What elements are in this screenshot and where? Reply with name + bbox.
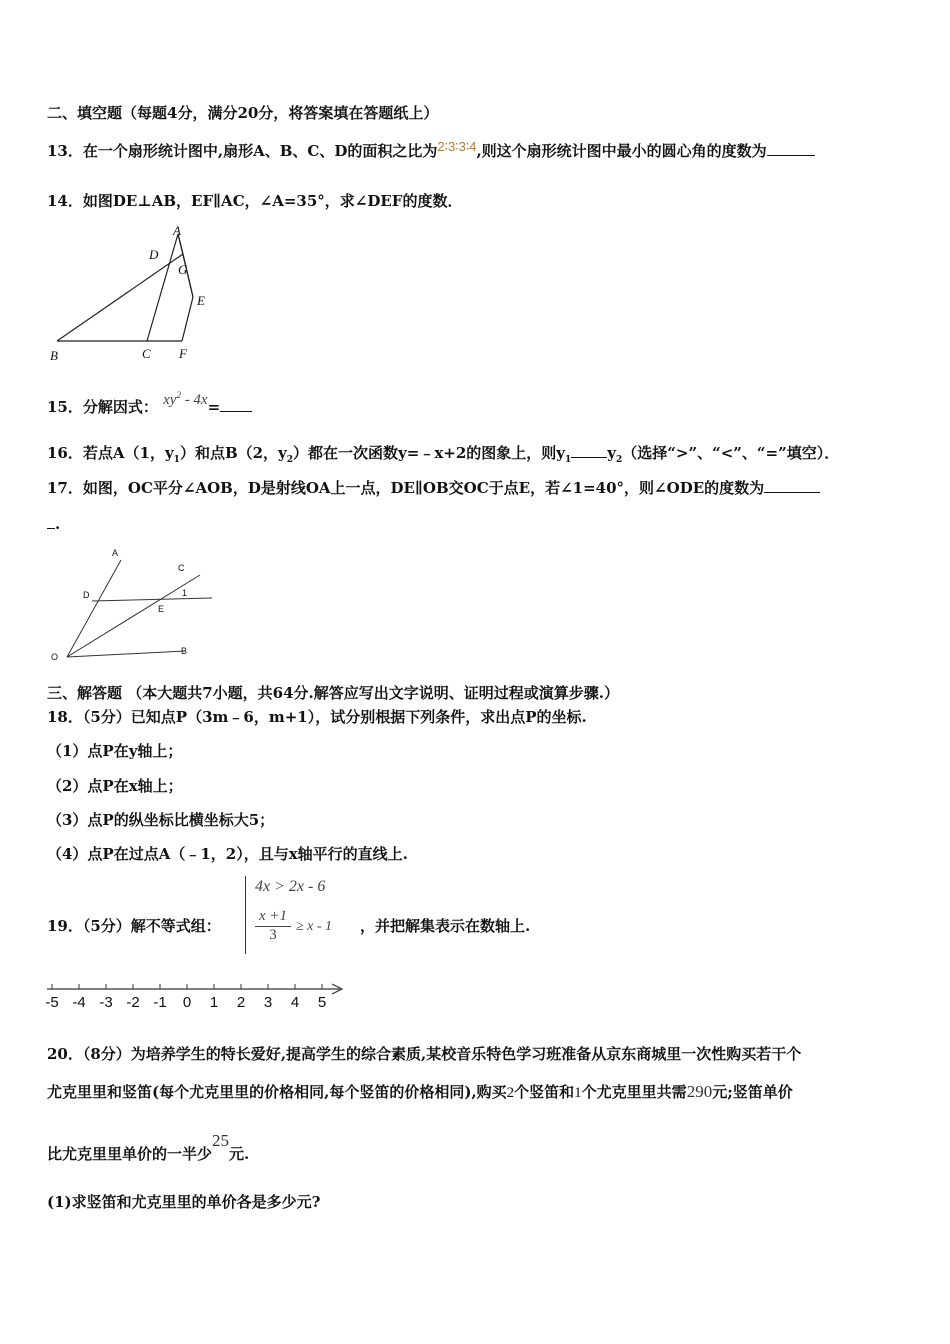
q19-inequality-2: ≥ x - 1 — [296, 919, 333, 934]
q20-number-1: 1 — [574, 1085, 582, 1101]
q19-fraction: x +1 3 — [255, 908, 291, 944]
q17-label-O: O — [51, 652, 59, 662]
q15-equals: = — [207, 398, 221, 416]
q20-number-290: 290 — [686, 1082, 713, 1101]
q18-item-4: （4）点P在过点A（﹣1，2），且与x轴平行的直线上. — [47, 845, 408, 863]
q14-segment-BD — [57, 254, 183, 341]
q20-line-3: 比尤克里里单价的一半少25元. — [47, 1131, 250, 1163]
q15-answer-blank — [220, 397, 252, 412]
q14-label-D: D — [149, 247, 159, 262]
q17-label-A: A — [112, 548, 119, 558]
q17-ray-OA — [67, 560, 121, 657]
axis-label: 2 — [236, 994, 246, 1011]
q19-inequality-1: 4x > 2x - 6 — [255, 878, 326, 895]
section-3-heading: 三、解答题 （本大题共7小题，共64分.解答应写出文字说明、证明过程或演算步骤.） — [47, 684, 619, 702]
q17-continuation: . — [47, 514, 60, 533]
q16-answer-blank — [571, 443, 607, 458]
q14-label-C: C — [142, 346, 151, 361]
q13-ratio: 2∶3∶3∶4 — [437, 139, 477, 154]
q17-line-DE — [92, 598, 212, 601]
q14-label-G: G — [178, 262, 188, 277]
axis-label: -2 — [126, 994, 140, 1011]
q13-answer-blank — [767, 141, 815, 156]
q17-text: 17．如图，OC平分∠AOB，D是射线OA上一点，DE∥OB交OC于点E，若∠1=40°，则∠ODE的度数为 — [47, 479, 765, 497]
q20-line-2: 尤克里里和竖笛(每个尤克里里的价格相同,每个竖笛的价格相同),购买2个竖笛和1个尤克里里共需290元;竖笛单价 — [47, 1082, 793, 1101]
q14-figure — [45, 222, 225, 367]
question-19: 19．（5分）解不等式组： — [47, 917, 221, 935]
question-20: 20．（8分）为培养学生的特长爱好,提高学生的综合素质,某校音乐特色学习班准备从京东商城里一次性购买若干个 — [47, 1045, 802, 1063]
q14-label-F: F — [179, 346, 187, 361]
q18-item-3: （3）点P的纵坐标比横坐标大5； — [47, 811, 275, 829]
q15-text: 15．分解因式： — [47, 398, 158, 416]
axis-label: -5 — [45, 994, 59, 1011]
q13-text-after: ,则这个扇形统计图中最小的圆心角的度数为 — [476, 142, 767, 160]
q17-ray-OC — [67, 575, 200, 657]
question-18: 18．（5分）已知点P（3m﹣6，m+1），试分别根据下列条件，求出点P的坐标. — [47, 708, 587, 726]
axis-label: 0 — [182, 994, 192, 1011]
q17-label-B: B — [181, 646, 188, 656]
axis-label: -3 — [99, 994, 113, 1011]
q20-number-25: 25 — [212, 1131, 230, 1150]
axis-label: 4 — [290, 994, 300, 1011]
q14-label-E: E — [197, 293, 205, 308]
q19-inequality-system — [245, 876, 361, 954]
q17-label-E: E — [158, 604, 165, 614]
axis-label: -1 — [153, 994, 167, 1011]
q14-label-A: A — [173, 223, 181, 238]
q17-label-C: C — [178, 563, 185, 573]
question-16: 16．若点A（1，$y_1$）和点B（2，$y_2$）都在一次函数y=﹣x+2的图象上，则$y_1$ $y_2$（选择“>”、“<”、“=”填空）． — [47, 444, 840, 465]
q18-item-1: （1）点P在y轴上； — [47, 742, 183, 760]
q14-segment-FE — [182, 297, 193, 341]
question-13 — [47, 140, 815, 161]
q19-number-line — [42, 978, 352, 1012]
axis-label: -4 — [72, 994, 86, 1011]
axis-label: 3 — [263, 994, 273, 1011]
q17-figure — [45, 545, 220, 667]
question-14: 14．如图DE⊥AB，EF∥AC，∠A=35°，求∠DEF的度数． — [47, 192, 463, 210]
q17-label-D: D — [83, 590, 90, 600]
section-2-heading: 二、填空题（每题4分，满分20分，将答案填在答题纸上） — [47, 104, 439, 122]
q17-label-1: 1 — [182, 588, 188, 598]
q14-label-B: B — [50, 348, 58, 363]
question-15 — [47, 390, 252, 417]
q18-item-2: （2）点P在x轴上； — [47, 777, 183, 795]
axis-label: 1 — [209, 994, 219, 1011]
axis-label: 5 — [317, 994, 327, 1011]
question-17 — [47, 477, 820, 498]
q17-ray-OB — [67, 651, 185, 657]
q17-answer-blank — [764, 478, 820, 493]
q13-text-before: 13．在一个扇形统计图中,扇形A、B、C、D的面积之比为 — [47, 142, 438, 160]
q20-subquestion-1: (1)求竖笛和尤克里里的单价各是多少元? — [47, 1193, 321, 1211]
q20-number-2: 2 — [506, 1085, 515, 1101]
q19-instruction: ，并把解集表示在数轴上. — [360, 917, 531, 935]
q15-expression: $xy^2 - 4x$ — [163, 390, 208, 408]
